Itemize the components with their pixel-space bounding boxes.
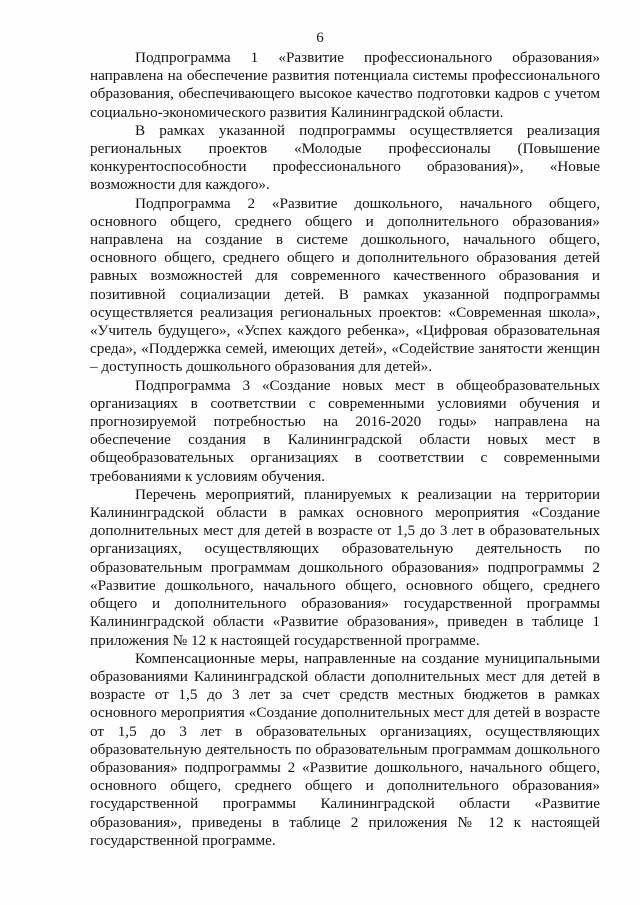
paragraph-measures-list: Перечень мероприятий, планируемых к реализации на территории Калининградской области в рамках основного мероприятия «Создание дополнительных мест для детей в возрасте от 1,5 до 3 лет в образовательных организациях, осуществляющих образовательную деятельность по образовательным программам дошкольного образования» подпрограммы 2 «Развитие дошкольного, начального общего, основного общего, среднего общего и дополнительного образования» государственной программы Калининградской области «Развитие образования», приведен в таблице 1 приложения № 12 к настоящей государственной программе. bbox=[90, 485, 600, 649]
paragraph-subprogram-2: Подпрограмма 2 «Развитие дошкольного, начального общего, основного общего, среднего общего и дополнительного образования» направлена на создание в системе дошкольного, начального общего, основного общего, среднего общего и дополнительного образования детей равных возможностей для современного качественного образования и позитивной социализации детей. В рамках указанной подпрограммы осуществляется реализация региональных проектов: «Современная школа», «Учитель будущего», «Успех каждого ребенка», «Цифровая образовательная среда», «Поддержка семей, имеющих детей», «Содействие занятости женщин – доступность дошкольного образования для детей». bbox=[90, 194, 600, 376]
paragraph-subprogram-3: Подпрограмма 3 «Создание новых мест в общеобразовательных организациях в соответствии с современными условиями обучения и прогнозируемой потребностью на 2016-2020 годы» направлена на обеспечение создания в Калининградской области новых мест в общеобразовательных организациях в соответствии с современными требованиями к условиям обучения. bbox=[90, 376, 600, 485]
paragraph-subprogram-1: Подпрограмма 1 «Развитие профессионального образования» направлена на обеспечение развития потенциала системы профессионального образования, обеспечивающего высокое качество подготовки кадров с учетом социально-экономического развития Калининградской области. bbox=[90, 49, 600, 121]
paragraph-regional-projects-1: В рамках указанной подпрограммы осуществляется реализация региональных проектов «Молодые профессионалы (Повышение конкурентоспособности профессионального образования)», «Новые возможности для каждого». bbox=[90, 121, 600, 194]
page-number: 6 bbox=[316, 30, 324, 46]
document-body bbox=[90, 49, 600, 850]
paragraph-compensation-measures: Компенсационные меры, направленные на создание муниципальными образованиями Калининградской области дополнительных мест для детей в возрасте от 1,5 до 3 лет за счет средств местных бюджетов в рамках основного мероприятия «Создание дополнительных мест для детей в возрасте от 1,5 до 3 лет в образовательных организациях, осуществляющих образовательную деятельность по образовательным программам дошкольного образования» подпрограммы 2 «Развитие дошкольного, начального общего, основного общего, среднего общего и дополнительного образования» государственной программы Калининградской области «Развитие образования», приведены в таблице 2 приложения № 12 к настоящей государственной программе. bbox=[90, 649, 600, 849]
